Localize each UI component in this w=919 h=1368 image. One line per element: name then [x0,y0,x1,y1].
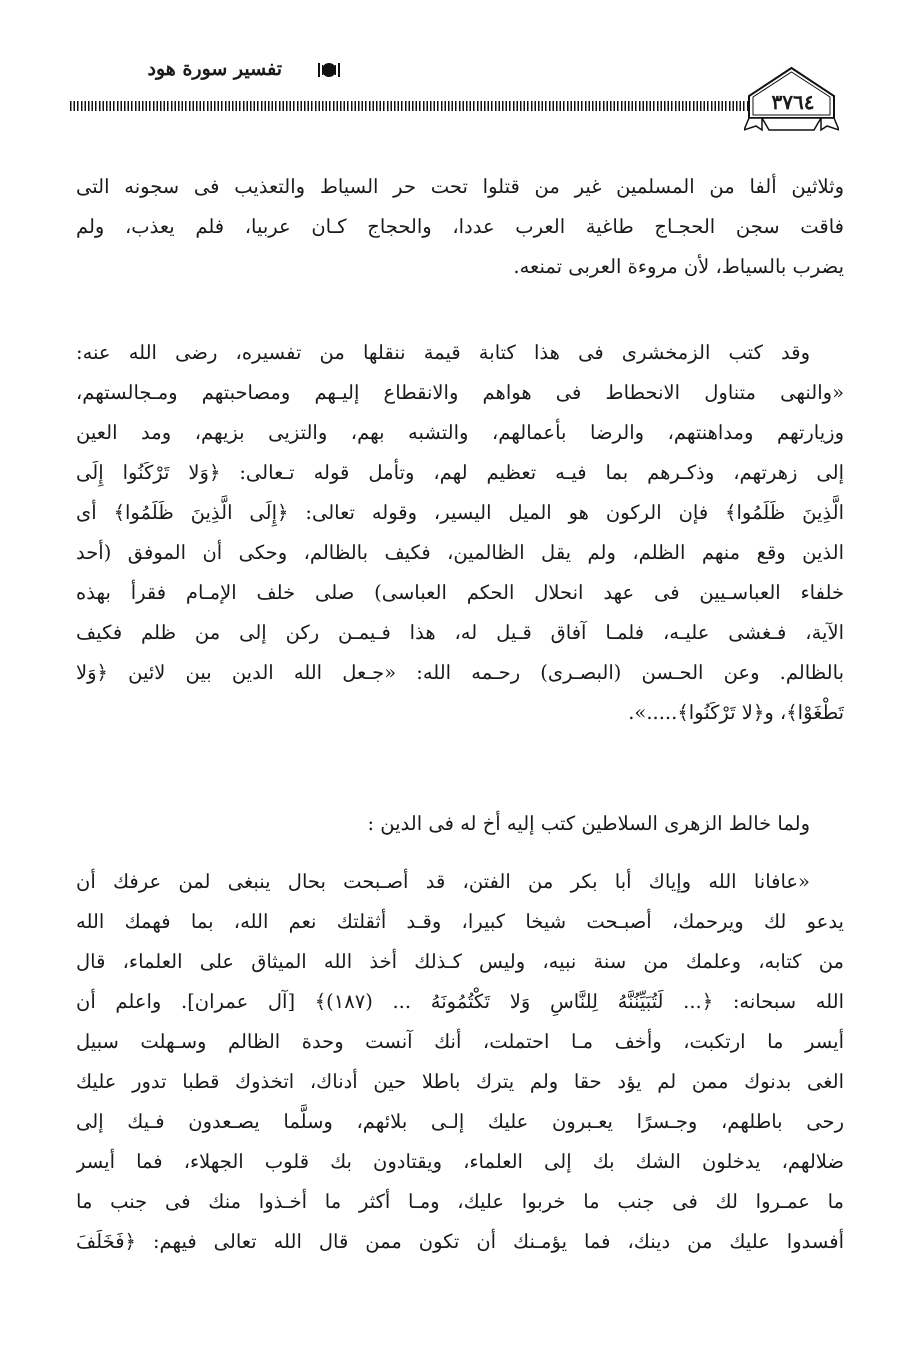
text-line: إلى زهرتهم، وذكـرهم بما فيـه تعظيم لهم، وتأمل قوله تـعالى: ﴿وَلا تَرْكَنُوا إِلَى [76,461,844,484]
text-line: أفسدوا عليك من دينك، فما يؤمـنك أن تكون ممن قال الله تعالى فيهم: ﴿فَخَلَفَ [76,1230,844,1253]
text-line: الَّذِينَ ظَلَمُوا﴾ فإن الركون هو الميل اليسير، وقوله تعالى: ﴿إِلَى الَّذِينَ ظَلَمُوا﴾ أى [76,501,844,524]
text-line: الذين وقع منهم الظلم، ولم يقل الظالمين، فكيف بالظالم، وحكى أن الموفق (أحد [76,541,844,564]
text-line: ولما خالط الزهرى السلاطين كتب إليه أخ له فى الدين : [367,812,810,835]
text-line: وزيارتهم ومداهنتهم، والرضا بأعمالهم، والتشبه بهم، والتزيى بزيهم، ومد العين [76,421,844,444]
header-rule [70,101,750,111]
paragraph-2 [76,333,844,733]
text-line: خلفاء العباسـيين فى عهد انحلال الحكم العباسى) صلى خلف الإمـام فقرأ بهذه [76,581,844,604]
text-line: يضرب بالسياط، لأن مروءة العربى تمنعه. [513,255,844,278]
text-line: من كتابه، وعلمك من سنة نبيه، وليس كـذلك أخذ الله الميثاق على العلماء، قال [76,950,844,973]
text-line: ضلالهم، يدخلون الشك بك إلى العلماء، ويقتادون بك قلوب الجهلاء، فما أيسر [76,1150,844,1173]
text-line: أيسر ما ارتكبت، وأخف مـا احتملت، أنك آنست وحدة الظالم وسـهلت سبيل [76,1030,844,1053]
text-line: الله سبحانه: ﴿... لَتُبَيِّنُنَّهُ لِلنَّاسِ وَلا تَكْتُمُونَهُ ... (١٨٧)﴾ [آل عمران]. واعلم أن [76,990,844,1013]
text-line: يدعو لك ويرحمك، أصبـحت شيخا كبيرا، وقـد أثقلتك نعم الله، بما فهمك الله [76,910,844,933]
text-line: الغى بدنوك ممن لم يؤد حقا ولم يترك باطلا حين أدناك، اتخذوك قطبا تدور عليك [76,1070,844,1093]
text-line: «عافانا الله وإياك أبا بكر من الفتن، قد أصـبحت بحال ينبغى لمن عرفك أن [76,870,810,893]
heading-ornament-icon [316,60,342,80]
text-line: «والنهى متناول الانحطاط فى هواهم والانقطاع إليـهم ومصاحبتهم ومـجالستهم، [76,381,844,404]
text-line: تَطْغَوْا﴾، و﴿لا تَرْكَنُوا﴾.....». [628,701,844,724]
text-line: الآية، فـغشى عليـه، فلمـا آفاق قـيل له، هذا فـيمـن ركن إلى من ظلم فكيف [76,621,844,644]
text-line: فاقت سجن الحجـاج طاغية العرب عددا، والحجاج كـان عربيا، فلم يعذب، ولم [76,215,844,238]
page-number: ٣٧٦٤ [771,90,815,114]
paragraph-4 [76,862,844,1262]
text-line: وثلاثين ألفا من المسلمين غير من قتلوا تحت حر السياط والتعذيب فى سجونه التى [76,175,844,198]
paragraph-1 [76,167,844,287]
text-line: بالظالم. وعن الحـسن (البصـرى) رحـمه الله: «جـعل الله الدين بين لائين ﴿وَلا [76,661,844,684]
paragraph-3 [76,804,844,844]
text-line: ما عمـروا لك فى جنب ما خربوا عليك، ومـا أكثر ما أخـذوا منك فى جنب ما [76,1190,844,1213]
running-title: تفسير سورة هود [147,58,282,80]
text-line: وقد كتب الزمخشرى فى هذا كتابة قيمة ننقلها من تفسيره، رضى الله عنه: [76,341,810,364]
text-line: رحى باطلهم، وجـسرًا يعـبرون عليك إلـى بلائهم، وسلَّما يصـعدون فـيك إلى [76,1110,844,1133]
